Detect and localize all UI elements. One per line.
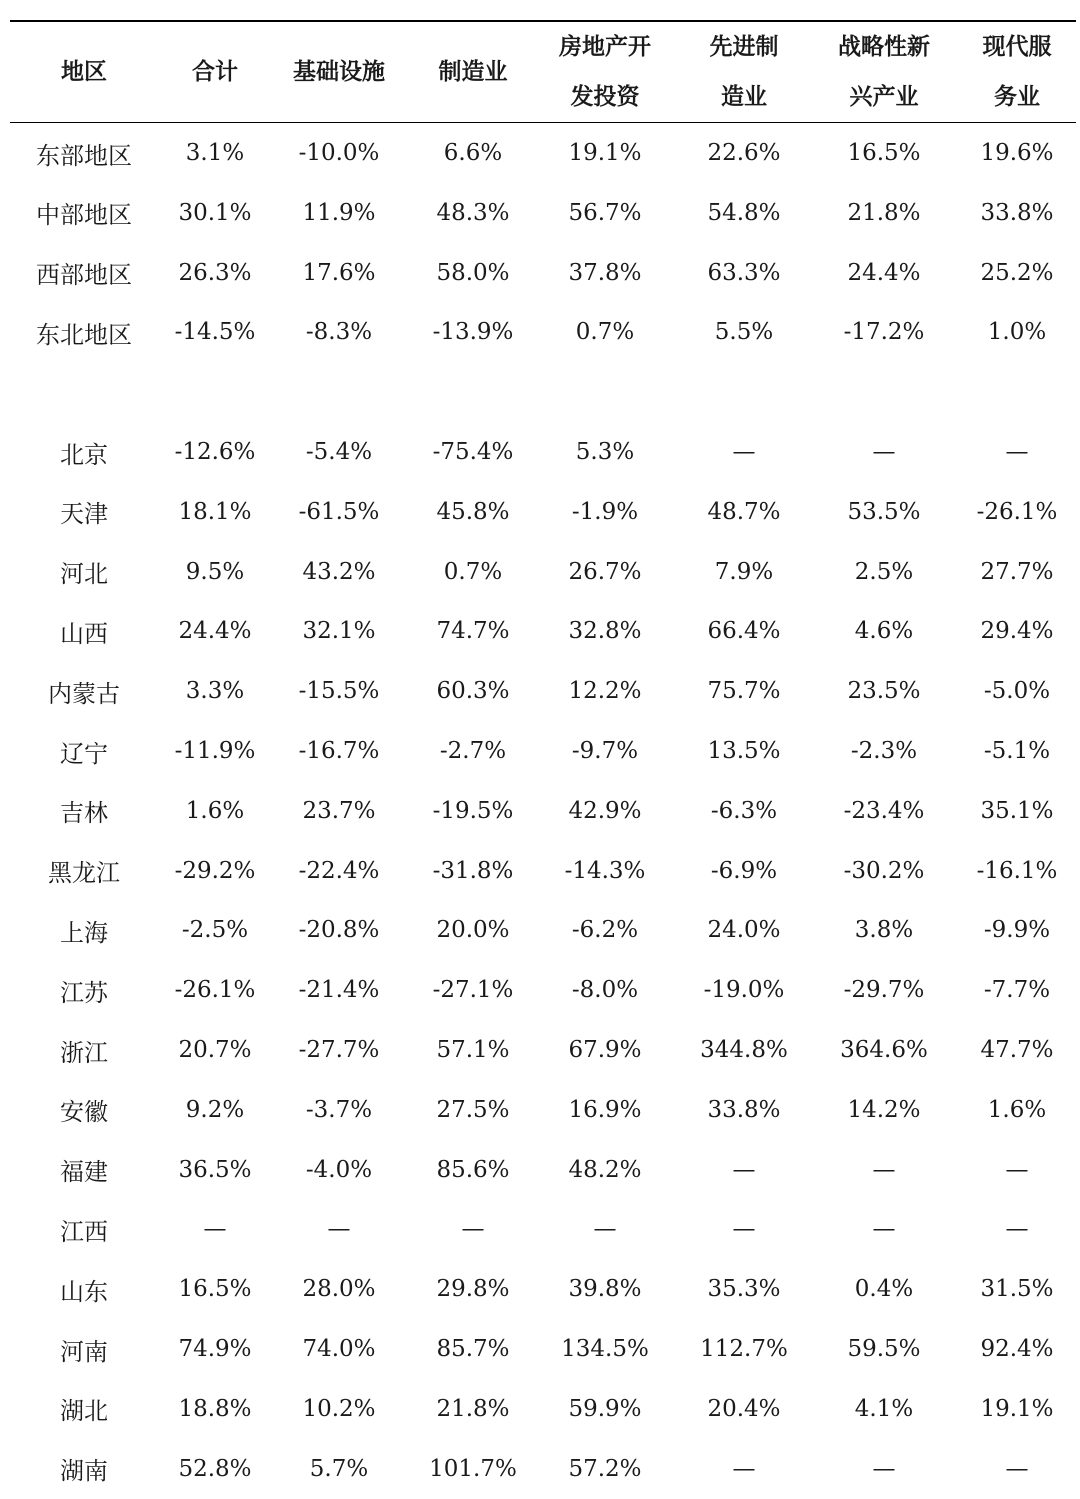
cell-region: 江西 <box>60 1217 108 1246</box>
header-real-estate: 房地产开 发投资 <box>559 34 651 110</box>
cell-manufacturing: 58.0% <box>436 259 510 286</box>
cell-total: -29.2% <box>174 857 256 884</box>
cell-manufacturing: 20.0% <box>436 917 510 944</box>
cell-total: 1.6% <box>185 797 245 824</box>
cell-modern-services: 92.4% <box>980 1336 1054 1362</box>
cell-modern-services: -16.1% <box>976 857 1058 884</box>
cell-total: 26.3% <box>178 259 252 286</box>
cell-infrastructure: -61.5% <box>298 498 380 525</box>
cell-strategic-emerging: 4.1% <box>854 1395 914 1422</box>
cell-region: 福建 <box>60 1158 108 1187</box>
cell-advanced-manufacturing: 20.4% <box>707 1395 781 1422</box>
cell-total: -11.9% <box>174 738 256 764</box>
cell-infrastructure: 28.0% <box>302 1276 376 1303</box>
cell-region: 湖南 <box>60 1457 108 1486</box>
table-row <box>10 123 1076 183</box>
cell-region: 河北 <box>60 560 108 589</box>
cell-infrastructure: 32.1% <box>302 618 376 645</box>
table-row <box>10 781 1076 841</box>
cell-infrastructure: — <box>327 1216 351 1243</box>
cell-total: 52.8% <box>178 1455 252 1482</box>
header-infrastructure: 基础设施 <box>293 59 385 85</box>
cell-total: 18.1% <box>178 498 252 525</box>
cell-strategic-emerging: 21.8% <box>847 199 921 226</box>
cell-strategic-emerging: -2.3% <box>850 738 918 764</box>
header-total: 合计 <box>192 59 238 85</box>
cell-manufacturing: 29.8% <box>436 1276 510 1303</box>
cell-infrastructure: -8.3% <box>305 319 373 346</box>
table-row <box>10 1259 1076 1319</box>
cell-total: 3.1% <box>185 140 245 166</box>
table-row <box>10 900 1076 960</box>
cell-real-estate: -8.0% <box>571 977 639 1004</box>
table-row <box>10 422 1076 482</box>
table-row <box>10 841 1076 901</box>
cell-total: 20.7% <box>178 1037 252 1063</box>
cell-modern-services: 35.1% <box>980 797 1054 824</box>
cell-real-estate: 0.7% <box>575 319 635 346</box>
cell-strategic-emerging: 0.4% <box>854 1276 914 1303</box>
cell-real-estate: 48.2% <box>568 1156 642 1183</box>
cell-real-estate: — <box>593 1216 617 1243</box>
table-row <box>10 183 1076 243</box>
table-row <box>10 1319 1076 1379</box>
cell-infrastructure: -16.7% <box>298 738 380 764</box>
cell-modern-services: 33.8% <box>980 199 1054 226</box>
cell-modern-services: — <box>1005 1216 1029 1243</box>
cell-real-estate: 16.9% <box>568 1096 642 1123</box>
cell-manufacturing: 57.1% <box>436 1037 510 1063</box>
cell-real-estate: 5.3% <box>575 439 635 465</box>
cell-infrastructure: 74.0% <box>302 1336 376 1362</box>
cell-modern-services: — <box>1005 1455 1029 1482</box>
cell-real-estate: 56.7% <box>568 199 642 226</box>
table-row <box>10 960 1076 1020</box>
cell-total: -2.5% <box>181 917 249 944</box>
cell-manufacturing: 48.3% <box>436 199 510 226</box>
cell-strategic-emerging: — <box>872 1156 896 1183</box>
cell-modern-services: — <box>1005 439 1029 465</box>
table-row <box>10 601 1076 661</box>
cell-advanced-manufacturing: 75.7% <box>707 678 781 705</box>
cell-region: 辽宁 <box>60 739 108 768</box>
cell-advanced-manufacturing: 24.0% <box>707 917 781 944</box>
cell-advanced-manufacturing: 35.3% <box>707 1276 781 1303</box>
cell-region: 河南 <box>60 1337 108 1366</box>
cell-strategic-emerging: -30.2% <box>843 857 925 884</box>
cell-manufacturing: 85.7% <box>436 1336 510 1362</box>
cell-manufacturing: 101.7% <box>429 1455 517 1482</box>
cell-manufacturing: -31.8% <box>432 857 514 884</box>
cell-region: 东部地区 <box>36 141 132 170</box>
cell-infrastructure: 17.6% <box>302 259 376 286</box>
cell-manufacturing: -13.9% <box>432 319 514 346</box>
cell-modern-services: 25.2% <box>980 259 1054 286</box>
cell-strategic-emerging: 16.5% <box>847 140 921 166</box>
cell-advanced-manufacturing: -6.3% <box>710 797 778 824</box>
cell-strategic-emerging: -29.7% <box>843 977 925 1004</box>
cell-total: 30.1% <box>178 199 252 226</box>
cell-strategic-emerging: 59.5% <box>847 1336 921 1362</box>
cell-total: — <box>203 1216 227 1243</box>
cell-real-estate: 32.8% <box>568 618 642 645</box>
cell-real-estate: 39.8% <box>568 1276 642 1303</box>
cell-real-estate: -6.2% <box>571 917 639 944</box>
cell-modern-services: 31.5% <box>980 1276 1054 1303</box>
cell-modern-services: 27.7% <box>980 558 1054 585</box>
header-region: 地区 <box>61 59 107 85</box>
cell-advanced-manufacturing: 5.5% <box>714 319 774 346</box>
cell-infrastructure: -21.4% <box>298 977 380 1004</box>
cell-advanced-manufacturing: 33.8% <box>707 1096 781 1123</box>
cell-strategic-emerging: 364.6% <box>840 1037 928 1063</box>
cell-manufacturing: 0.7% <box>443 558 503 585</box>
cell-infrastructure: -3.7% <box>305 1096 373 1123</box>
cell-advanced-manufacturing: -19.0% <box>703 977 785 1004</box>
cell-manufacturing: 45.8% <box>436 498 510 525</box>
cell-real-estate: 12.2% <box>568 678 642 705</box>
cell-strategic-emerging: 24.4% <box>847 259 921 286</box>
cell-advanced-manufacturing: — <box>732 1216 756 1243</box>
cell-advanced-manufacturing: 63.3% <box>707 259 781 286</box>
cell-infrastructure: -20.8% <box>298 917 380 944</box>
cell-modern-services: — <box>1005 1156 1029 1183</box>
cell-manufacturing: 85.6% <box>436 1156 510 1183</box>
cell-infrastructure: 10.2% <box>302 1395 376 1422</box>
cell-real-estate: -14.3% <box>564 857 646 884</box>
cell-total: -14.5% <box>174 319 256 346</box>
cell-advanced-manufacturing: — <box>732 1156 756 1183</box>
cell-manufacturing: — <box>461 1216 485 1243</box>
cell-total: 18.8% <box>178 1395 252 1422</box>
table-row <box>10 661 1076 721</box>
cell-modern-services: -5.0% <box>983 678 1051 705</box>
cell-strategic-emerging: -23.4% <box>843 797 925 824</box>
cell-strategic-emerging: 23.5% <box>847 678 921 705</box>
cell-strategic-emerging: — <box>872 1216 896 1243</box>
cell-total: 36.5% <box>178 1156 252 1183</box>
cell-strategic-emerging: — <box>872 439 896 465</box>
cell-advanced-manufacturing: 13.5% <box>707 738 781 764</box>
cell-modern-services: -7.7% <box>983 977 1051 1004</box>
table-header <box>10 22 1076 122</box>
cell-manufacturing: 27.5% <box>436 1096 510 1123</box>
cell-strategic-emerging: — <box>872 1455 896 1482</box>
cell-manufacturing: 74.7% <box>436 618 510 645</box>
cell-manufacturing: -19.5% <box>432 797 514 824</box>
header-modern-services: 现代服 务业 <box>982 34 1052 110</box>
cell-region: 黑龙江 <box>48 859 120 888</box>
cell-real-estate: -9.7% <box>571 738 639 764</box>
cell-infrastructure: -22.4% <box>298 857 380 884</box>
table-row <box>10 1080 1076 1140</box>
cell-manufacturing: 60.3% <box>436 678 510 705</box>
cell-infrastructure: -10.0% <box>298 140 380 166</box>
cell-total: 9.2% <box>185 1096 245 1123</box>
cell-strategic-emerging: 14.2% <box>847 1096 921 1123</box>
cell-modern-services: 29.4% <box>980 618 1054 645</box>
cell-region: 天津 <box>60 500 108 529</box>
cell-strategic-emerging: 2.5% <box>854 558 914 585</box>
cell-modern-services: -26.1% <box>976 498 1058 525</box>
cell-modern-services: 1.6% <box>987 1096 1047 1123</box>
cell-strategic-emerging: 4.6% <box>854 618 914 645</box>
table-row <box>10 243 1076 303</box>
cell-region: 东北地区 <box>36 320 132 349</box>
header-strategic-emerging: 战略性新 兴产业 <box>838 34 930 110</box>
cell-infrastructure: -5.4% <box>305 439 373 465</box>
cell-advanced-manufacturing: 7.9% <box>714 558 774 585</box>
cell-region: 内蒙古 <box>48 679 120 708</box>
table-row <box>10 302 1076 362</box>
cell-advanced-manufacturing: 48.7% <box>707 498 781 525</box>
cell-real-estate: 37.8% <box>568 259 642 286</box>
cell-manufacturing: 6.6% <box>443 140 503 166</box>
cell-infrastructure: -27.7% <box>298 1037 380 1063</box>
cell-modern-services: -9.9% <box>983 917 1051 944</box>
cell-real-estate: 19.1% <box>568 140 642 166</box>
cell-modern-services: -5.1% <box>983 738 1051 764</box>
cell-advanced-manufacturing: 344.8% <box>700 1037 788 1063</box>
cell-advanced-manufacturing: — <box>732 439 756 465</box>
cell-advanced-manufacturing: 112.7% <box>700 1336 788 1362</box>
cell-region: 吉林 <box>60 799 108 828</box>
header-advanced-manufacturing: 先进制 造业 <box>709 34 779 110</box>
table-row <box>10 542 1076 602</box>
cell-total: 24.4% <box>178 618 252 645</box>
cell-modern-services: 1.0% <box>987 319 1047 346</box>
cell-region: 浙江 <box>60 1038 108 1067</box>
header-manufacturing: 制造业 <box>438 59 508 85</box>
cell-region: 山西 <box>60 619 108 648</box>
cell-total: 9.5% <box>185 558 245 585</box>
cell-infrastructure: -4.0% <box>305 1156 373 1183</box>
cell-manufacturing: -75.4% <box>432 439 514 465</box>
cell-advanced-manufacturing: — <box>732 1455 756 1482</box>
cell-infrastructure: 43.2% <box>302 558 376 585</box>
cell-infrastructure: 23.7% <box>302 797 376 824</box>
cell-region: 江苏 <box>60 978 108 1007</box>
cell-advanced-manufacturing: 54.8% <box>707 199 781 226</box>
cell-advanced-manufacturing: 22.6% <box>707 140 781 166</box>
cell-region: 安徽 <box>60 1098 108 1127</box>
cell-region: 山东 <box>60 1277 108 1306</box>
cell-total: 3.3% <box>185 678 245 705</box>
cell-real-estate: 26.7% <box>568 558 642 585</box>
cell-region: 上海 <box>60 918 108 947</box>
cell-real-estate: 42.9% <box>568 797 642 824</box>
cell-strategic-emerging: 53.5% <box>847 498 921 525</box>
cell-real-estate: 59.9% <box>568 1395 642 1422</box>
cell-modern-services: 47.7% <box>980 1037 1054 1063</box>
cell-strategic-emerging: 3.8% <box>854 917 914 944</box>
cell-region: 西部地区 <box>36 261 132 290</box>
table-row <box>10 482 1076 542</box>
table-row <box>10 721 1076 781</box>
cell-advanced-manufacturing: -6.9% <box>710 857 778 884</box>
cell-total: 74.9% <box>178 1336 252 1362</box>
cell-real-estate: 67.9% <box>568 1037 642 1063</box>
cell-infrastructure: 5.7% <box>309 1455 369 1482</box>
table-row <box>10 1439 1076 1499</box>
cell-real-estate: 57.2% <box>568 1455 642 1482</box>
table-row <box>10 1140 1076 1200</box>
cell-total: -12.6% <box>174 439 256 465</box>
cell-advanced-manufacturing: 66.4% <box>707 618 781 645</box>
cell-infrastructure: 11.9% <box>302 199 376 226</box>
cell-infrastructure: -15.5% <box>298 678 380 705</box>
cell-modern-services: 19.6% <box>980 140 1054 166</box>
cell-manufacturing: -2.7% <box>439 738 507 764</box>
cell-modern-services: 19.1% <box>980 1395 1054 1422</box>
cell-total: -26.1% <box>174 977 256 1004</box>
table-row <box>10 1379 1076 1439</box>
cell-region: 湖北 <box>60 1397 108 1426</box>
cell-real-estate: 134.5% <box>561 1336 649 1362</box>
cell-region: 中部地区 <box>36 201 132 230</box>
cell-manufacturing: 21.8% <box>436 1395 510 1422</box>
cell-total: 16.5% <box>178 1276 252 1303</box>
cell-real-estate: -1.9% <box>571 498 639 525</box>
cell-manufacturing: -27.1% <box>432 977 514 1004</box>
table-row <box>10 1199 1076 1259</box>
cell-strategic-emerging: -17.2% <box>843 319 925 346</box>
cell-region: 北京 <box>60 440 108 469</box>
table-row <box>10 1020 1076 1080</box>
